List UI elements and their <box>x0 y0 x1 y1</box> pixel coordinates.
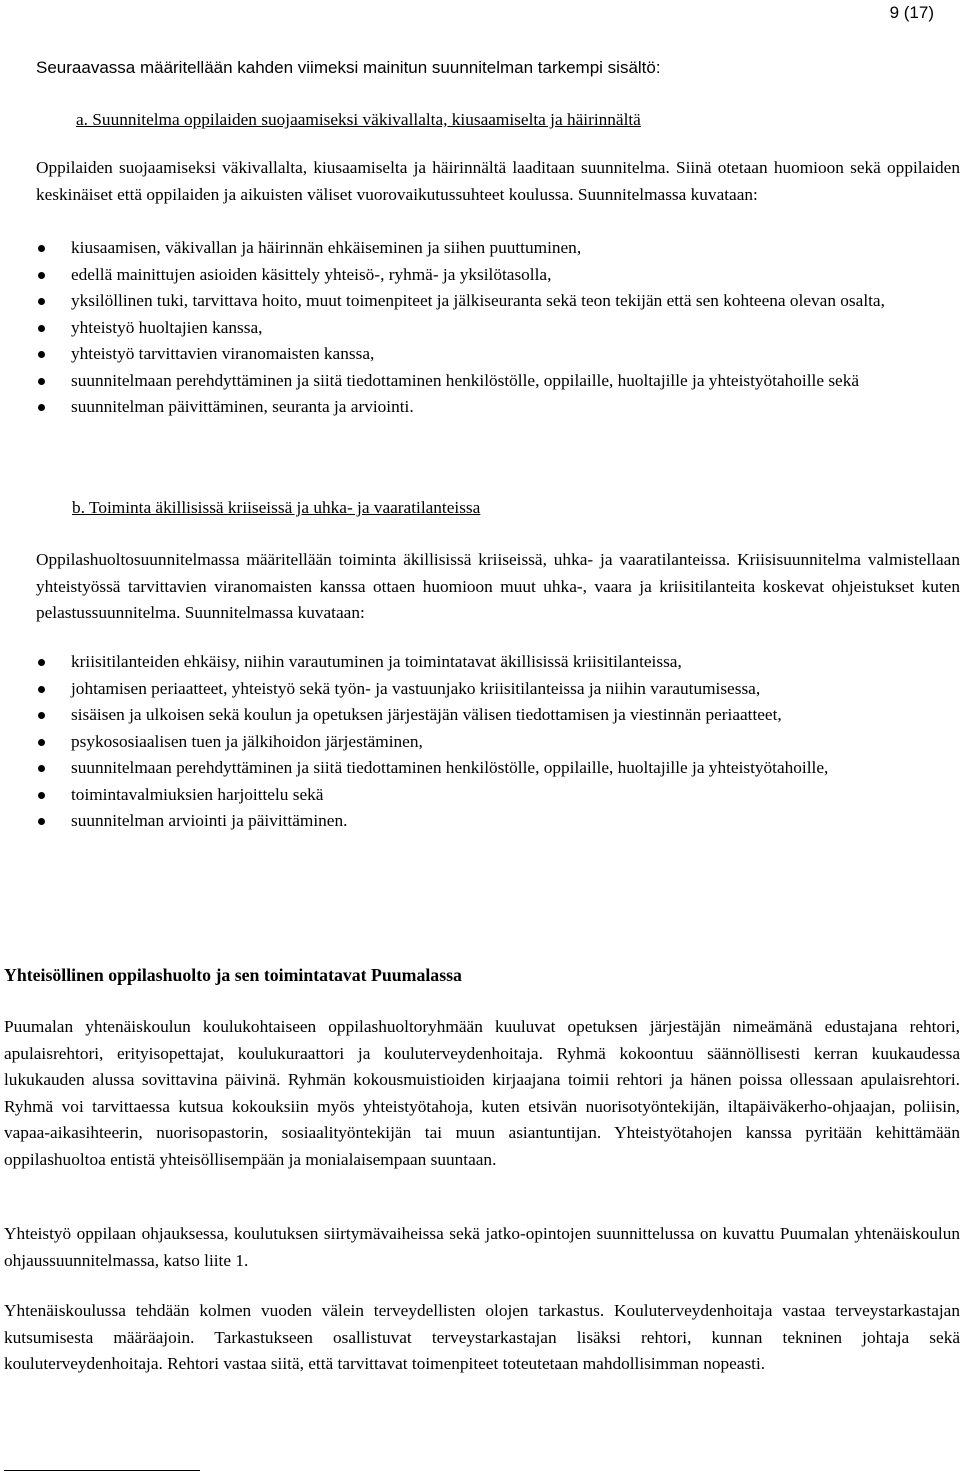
section-c-title: Yhteisöllinen oppilashuolto ja sen toimintatavat Puumalassa <box>4 965 462 985</box>
bullet-icon <box>38 686 45 693</box>
bullet-icon <box>38 351 45 358</box>
bullet-icon <box>38 325 45 332</box>
list-item: sisäisen ja ulkoisen sekä koulun ja opetuksen järjestäjän välisen tiedottamisen ja viestinnän periaatteet, <box>36 702 960 729</box>
section-b-heading: b. Toiminta äkillisissä kriiseissä ja uhka- ja vaaratilanteissa <box>72 498 481 517</box>
list-item: suunnitelmaan perehdyttäminen ja siitä tiedottaminen henkilöstölle, oppilaille, huoltajille ja yhteistyötahoille, <box>36 755 960 782</box>
intro-text: Seuraavassa määritellään kahden viimeksi mainitun suunnitelman tarkempi sisältö: <box>36 58 661 77</box>
bullet-icon <box>38 739 45 746</box>
bullet-icon <box>38 818 45 825</box>
section-c-paragraph-3: Yhtenäiskoulussa tehdään kolmen vuoden välein terveydellisten olojen tarkastus. Kouluterveydenhoitaja vastaa terveystarkastajan kutsumisesta määräajoin. Tarkastukseen osallistuvat terveystarkastajan lisäksi rehtori, kunnan tekninen johtaja sekä kouluterveydenhoitaja. Rehtori vastaa siitä, että tarvittavat toimenpiteet toteutetaan mahdollisimman nopeasti. <box>4 1301 960 1373</box>
bullet-icon <box>38 404 45 411</box>
list-item: yhteistyö huoltajien kanssa, <box>36 315 960 342</box>
list-item: edellä mainittujen asioiden käsittely yhteisö-, ryhmä- ja yksilötasolla, <box>36 262 960 289</box>
section-a-heading: a. Suunnitelma oppilaiden suojaamiseksi väkivallalta, kiusaamiselta ja häirinnältä <box>76 110 641 129</box>
footnote-divider <box>4 1470 200 1471</box>
list-item: suunnitelmaan perehdyttäminen ja siitä tiedottaminen henkilöstölle, oppilaille, huoltajille ja yhteistyötahoille sekä <box>36 368 960 395</box>
list-item: kiusaamisen, väkivallan ja häirinnän ehkäiseminen ja siihen puuttuminen, <box>36 235 960 262</box>
list-item: yksilöllinen tuki, tarvittava hoito, muut toimenpiteet ja jälkiseuranta sekä teon tekijän että sen kohteena olevan osalta, <box>36 288 960 315</box>
section-a-paragraph: Oppilaiden suojaamiseksi väkivallalta, kiusaamiselta ja häirinnältä laaditaan suunnitelma. Siinä otetaan huomioon sekä oppilaiden keskinäiset että oppilaiden ja aikuisten väliset vuorovaikutussuhteet koulussa. Suunnitelmassa kuvataan: <box>36 158 960 204</box>
page-number: 9 (17) <box>889 3 934 22</box>
list-item: kriisitilanteiden ehkäisy, niihin varautuminen ja toimintatavat äkillisissä kriisitilanteissa, <box>36 649 960 676</box>
list-item: johtamisen periaatteet, yhteistyö sekä työn- ja vastuunjako kriisitilanteissa ja niihin varautumisessa, <box>36 676 960 703</box>
bullet-icon <box>38 298 45 305</box>
section-c-paragraph-1: Puumalan yhtenäiskoulun koulukohtaiseen oppilashuoltoryhmään kuuluvat opetuksen järjestäjän nimeämänä edustajana rehtori, apulaisrehtori, erityisopettajat, koulukuraattori ja kouluterveydenhoitaja. Ryhmä kokoontuu säännöllisesti kerran kuukaudessa lukukauden alussa sovittavina päivinä. Ryhmän kokousmuistioiden kirjaajana toimii rehtori ja hänen poissa ollessaan apulaisrehtori. Ryhmä voi tarvittaessa kutsua kokouksiin myös yhteistyötahoja, kuten etsivän nuorisotyöntekijän, iltapäiväkerho-ohjaajan, poliisin, vapaa-aikasihteerin, nuorisopastorin, sosiaalityöntekijän tai muun asiantuntijan. Yhteistyötahojen kanssa pyritään kehittämään oppilashuoltoa entistä yhteisöllisempään ja monialaisempaan suuntaan. <box>4 1017 960 1169</box>
bullet-icon <box>38 792 45 799</box>
bullet-icon <box>38 245 45 252</box>
list-item: psykososiaalisen tuen ja jälkihoidon järjestäminen, <box>36 729 960 756</box>
section-a-list <box>36 235 960 421</box>
bullet-icon <box>38 765 45 772</box>
section-c-paragraph-2: Yhteistyö oppilaan ohjauksessa, koulutuksen siirtymävaiheissa sekä jatko-opintojen suunnittelussa on kuvattu Puumalan yhtenäiskoulun ohjaussuunnitelmassa, katso liite 1. <box>4 1224 960 1270</box>
bullet-icon <box>38 712 45 719</box>
bullet-icon <box>38 378 45 385</box>
list-item: suunnitelman arviointi ja päivittäminen. <box>36 808 960 835</box>
list-item: toimintavalmiuksien harjoittelu sekä <box>36 782 960 809</box>
list-item: yhteistyö tarvittavien viranomaisten kanssa, <box>36 341 960 368</box>
bullet-icon <box>38 272 45 279</box>
section-b-list <box>36 649 960 835</box>
bullet-icon <box>38 659 45 666</box>
section-b-paragraph: Oppilashuoltosuunnitelmassa määritellään toiminta äkillisissä kriiseissä, uhka- ja vaaratilanteissa. Kriisisuunnitelma valmistellaan yhteistyössä tarvittavien viranomaisten kanssa ottaen huomioon muut uhka-, vaara ja kriisitilanteita koskevat ohjeistukset kuten pelastussuunnitelma. Suunnitelmassa kuvataan: <box>36 550 960 622</box>
list-item: suunnitelman päivittäminen, seuranta ja arviointi. <box>36 394 960 421</box>
